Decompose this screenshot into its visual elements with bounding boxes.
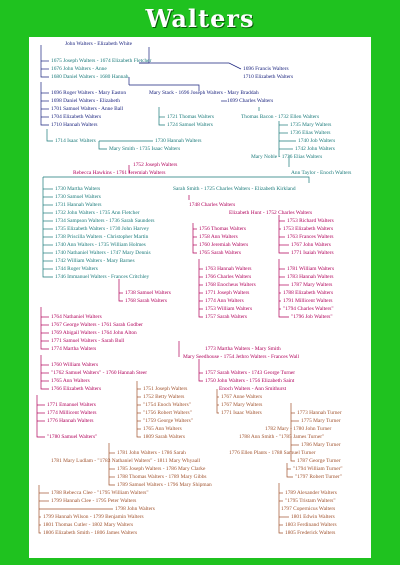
page-title: Walters <box>145 4 255 33</box>
family-entry: "1759 George Walters" <box>143 418 193 424</box>
family-entry: 1736 Elias Walters <box>290 130 331 136</box>
family-entry: 1758 Ann Walters <box>199 234 238 240</box>
family-entry: 1789 Alexander Walters <box>285 490 337 496</box>
family-entry: "1796 Job Walters" <box>291 314 333 320</box>
family-entry: 1771 Isaac Walters <box>221 410 262 416</box>
family-entry: 1787 Mary Walters <box>291 282 333 288</box>
family-entry: 1767 John Walters <box>291 242 331 248</box>
family-entry: 1751 Joseph Walters <box>143 386 188 392</box>
family-entry: 1738 Samuel Walters <box>125 290 171 296</box>
family-entry: Enoch Walters - Ann Smithurst <box>219 386 287 392</box>
family-entry: 1768 Enocheus Walters <box>205 282 256 288</box>
family-entry: 1752 Joseph Walters <box>133 162 178 168</box>
family-entry: 1797 Copernicus Walters <box>281 506 336 512</box>
family-entry: 1701 Samuel Walters - Anne Ball <box>51 106 124 112</box>
family-entry: 1788 Thomas Walters - 1789 Mary Gibbs <box>117 474 207 480</box>
family-entry: 1765 Ann Walters <box>51 378 90 384</box>
family-entry: 1799 Hannah Wilson - 1799 Benjamin Walters <box>43 514 144 520</box>
family-entry: 1781 Mary Ludlam - "1783 Nathaniel Walters" - 1811 Mary Whyaall <box>51 458 201 464</box>
family-entry: 1805 Frederick Walters <box>285 530 336 536</box>
family-entry: 1680 Daniel Walters - 1680 Hannah <box>51 74 129 80</box>
family-entry: 1774 Millicent Walters <box>47 410 97 416</box>
family-entry: 1767 Anne Walters <box>221 394 263 400</box>
family-entry: 1742 John Walters <box>295 146 335 152</box>
family-entry: 1801 Edwin Walters <box>291 514 335 520</box>
family-entry: 1735 Mary Walters <box>290 122 332 128</box>
family-entry: 1766 Charles Walters <box>205 274 252 280</box>
family-entry: 1696 Roger Walters - Mary Easton <box>51 90 127 96</box>
family-entry: 1756 Thomas Walters <box>199 226 246 232</box>
family-entry: "1794 Charles Walters" <box>283 306 334 312</box>
family-entry: 1788 Rebecca Clee - "1795 William Walters" <box>51 490 149 496</box>
family-entry: 1788 Elizabeth Walters <box>283 290 334 296</box>
family-entry: Elizabeth Hunt - 1752 Charles Walters <box>229 210 313 216</box>
family-entry: 1806 Elizabeth Smith - 1806 James Walters <box>43 530 138 536</box>
family-entry: "1754 Enoch Walters" <box>143 402 191 408</box>
family-entry: "1795 Tristam Walters" <box>285 498 336 504</box>
family-entry: 1714 Isaac Walters <box>55 138 96 144</box>
family-entry: Thomas Bacon - 1732 Ellen Walters <box>241 114 320 120</box>
family-entry: 1738 Priscilla Walters - Christopher Martin <box>55 234 149 240</box>
family-entry: 1771 Joseph Walters <box>205 290 250 296</box>
family-entry: 1799 Hannah Clee - 1795 Peter Walters <box>51 498 137 504</box>
family-entry: 1783 Hannah Walters <box>287 274 334 280</box>
family-entry: 1764 Nathaniel Walters <box>51 314 102 320</box>
family-entry: John Walters - Elizabeth White <box>65 41 133 47</box>
family-entry: 1769 Abigail Walters - 1764 John Alton <box>51 330 137 336</box>
family-entry: 1753 William Walters <box>205 306 253 312</box>
family-entry: 1765 Ann Walters <box>143 426 182 432</box>
family-entry: Sarah Smith - 1725 Charles Walters - Elizabeth Kirkland <box>173 186 296 192</box>
family-entry: 1676 John Walters - Anne <box>51 66 107 72</box>
family-entry: 1771 Samuel Walters - Sarah Bull <box>51 338 125 344</box>
family-entry: 1740 Ann Walters - 1735 William Holmes <box>55 242 146 248</box>
family-entry: 1765 Sarah Walters <box>199 250 241 256</box>
family-entry: 1771 Emanuel Walters <box>47 402 96 408</box>
family-entry: 1740 Nathaniel Walters - 1747 Mary Dennis <box>55 250 151 256</box>
family-entry: 1735 Elizabeth Walters - 1730 John Harvey <box>55 226 150 232</box>
family-entry: 1750 John Walters - 1756 Elizabeth Saint <box>205 378 295 384</box>
family-entry: 1803 Ferdinand Walters <box>285 522 337 528</box>
family-entry: 1786 Mary Turner <box>301 442 341 448</box>
family-entry: 1809 Sarah Walters <box>143 434 185 440</box>
family-entry: 1767 George Walters - 1761 Sarah Godber <box>51 322 143 328</box>
family-entry: 1742 William Walters - Mary Barnes <box>55 258 135 264</box>
family-entry: 1787 George Turner <box>297 458 341 464</box>
family-entry: 1774 Martha Walters <box>51 346 97 352</box>
family-entry: "1797 Robert Turner" <box>295 474 342 480</box>
family-entry: 1767 Mary Walters <box>221 402 263 408</box>
family-entry: 1744 Roger Walters <box>55 266 98 272</box>
family-entry: 1721 Thomas Walters <box>167 114 214 120</box>
family-entry: 1774 Ann Walters <box>205 298 244 304</box>
family-entry: 1763 Hannah Walters <box>205 266 252 272</box>
family-entry: 1704 Elizabeth Walters <box>51 114 102 120</box>
family-entry: 1775 Mary Turner <box>301 418 341 424</box>
family-entry: 1730 Samuel Walters <box>55 194 101 200</box>
family-entry: 1732 John Walters - 1735 Ann Fletcher <box>55 210 140 216</box>
family-entry: Mary Noble - 1736 Elias Walters <box>251 154 323 160</box>
family-entry: 1757 Sarah Walters - 1743 George Turner <box>205 370 296 376</box>
family-entry: 1753 Richard Walters <box>287 218 334 224</box>
family-entry: 1730 Hannah Walters <box>155 138 202 144</box>
family-entry: 1798 John Walters <box>115 506 155 512</box>
family-entry: 1710 Hannah Walters <box>51 122 98 128</box>
family-entry: 1801 Thomas Cutler - 1802 Mary Walters <box>43 522 134 528</box>
family-entry: 1740 Job Walters <box>298 138 336 144</box>
family-entry: "1780 Samuel Walters" <box>47 434 98 440</box>
family-tree-sheet <box>29 37 371 558</box>
family-entry: 1781 John Walters - 1786 Sarah <box>117 450 186 456</box>
family-entry: 1710 Elizabeth Walters <box>243 74 294 80</box>
family-entry: 1789 Samuel Walters - 1796 Mary Shipman <box>117 482 212 488</box>
family-entry: 1773 Hannah Turner <box>297 410 342 416</box>
family-entry: 1785 Joseph Walters - 1786 Mary Clarke <box>117 466 206 472</box>
family-entry: 1746 Immanuel Walters - Frances Critchley <box>55 274 150 280</box>
family-entry: 1675 Joseph Walters - 1674 Elizabeth Fletcher <box>51 58 152 64</box>
family-entry: 1782 Mary - 1780 John Turner <box>265 426 332 432</box>
family-entry: 1699 Charles Walters <box>227 98 274 104</box>
family-entry: 1791 Millicent Walters <box>283 298 333 304</box>
family-entry: 1776 Ellen Plants - 1788 Samuel Turner <box>229 450 316 456</box>
family-entry: "1756 Robert Walters" <box>143 410 192 416</box>
family-entry: 1757 Sarah Walters <box>205 314 247 320</box>
family-entry: 1763 Frances Walters <box>287 234 334 240</box>
family-entry: 1773 Martha Walters - Mary Smith <box>205 346 281 352</box>
family-entry: Mary Smith - 1735 Isaac Walters <box>109 146 181 152</box>
family-entry: Mary Stack - 1696 Joseph Walters - Mary Braddah <box>149 90 259 96</box>
family-entry: 1766 Elizabeth Walters <box>51 386 102 392</box>
family-entry: 1781 William Walters <box>287 266 335 272</box>
family-entry: 1730 Martha Walters <box>55 186 101 192</box>
family-entry: 1771 Isaiah Walters <box>291 250 334 256</box>
family-entry: Mary Seedhouse - 1754 Jethro Walters - Frances Wall <box>183 354 299 360</box>
family-entry: 1696 Francis Walters <box>243 66 289 72</box>
family-entry: 1788 Ann Smith - "1785 James Turner" <box>239 434 325 440</box>
family-entry: Rebecca Hawkins - 1761 Jeremiah Walters <box>73 170 166 176</box>
family-entry: 1760 Jeremiah Walters <box>199 242 249 248</box>
family-entry: 1698 Daniel Walters - Elizabeth <box>51 98 120 104</box>
family-entry: 1748 Charles Walters <box>189 202 236 208</box>
family-entry: 1760 William Walters <box>51 362 99 368</box>
family-entry: 1752 Betty Walters <box>143 394 185 400</box>
family-entry: "1794 William Turner" <box>293 466 343 472</box>
connectors-gen-a <box>41 45 241 125</box>
family-entry: 1753 Elizabeth Walters <box>283 226 334 232</box>
family-entry: Ann Taylor - Enoch Walters <box>291 170 352 176</box>
family-entry: "1762 Samuel Walters" - 1760 Hannah Steer <box>51 370 148 376</box>
family-entry: 1731 Hannah Walters <box>55 202 102 208</box>
family-entry: 1734 Sampson Walters - 1736 Sarah Saunders <box>55 218 155 224</box>
family-entry: 1768 Sarah Walters <box>125 298 167 304</box>
family-entry: 1724 Samuel Walters <box>167 122 213 128</box>
family-entry: 1776 Hannah Walters <box>47 418 94 424</box>
